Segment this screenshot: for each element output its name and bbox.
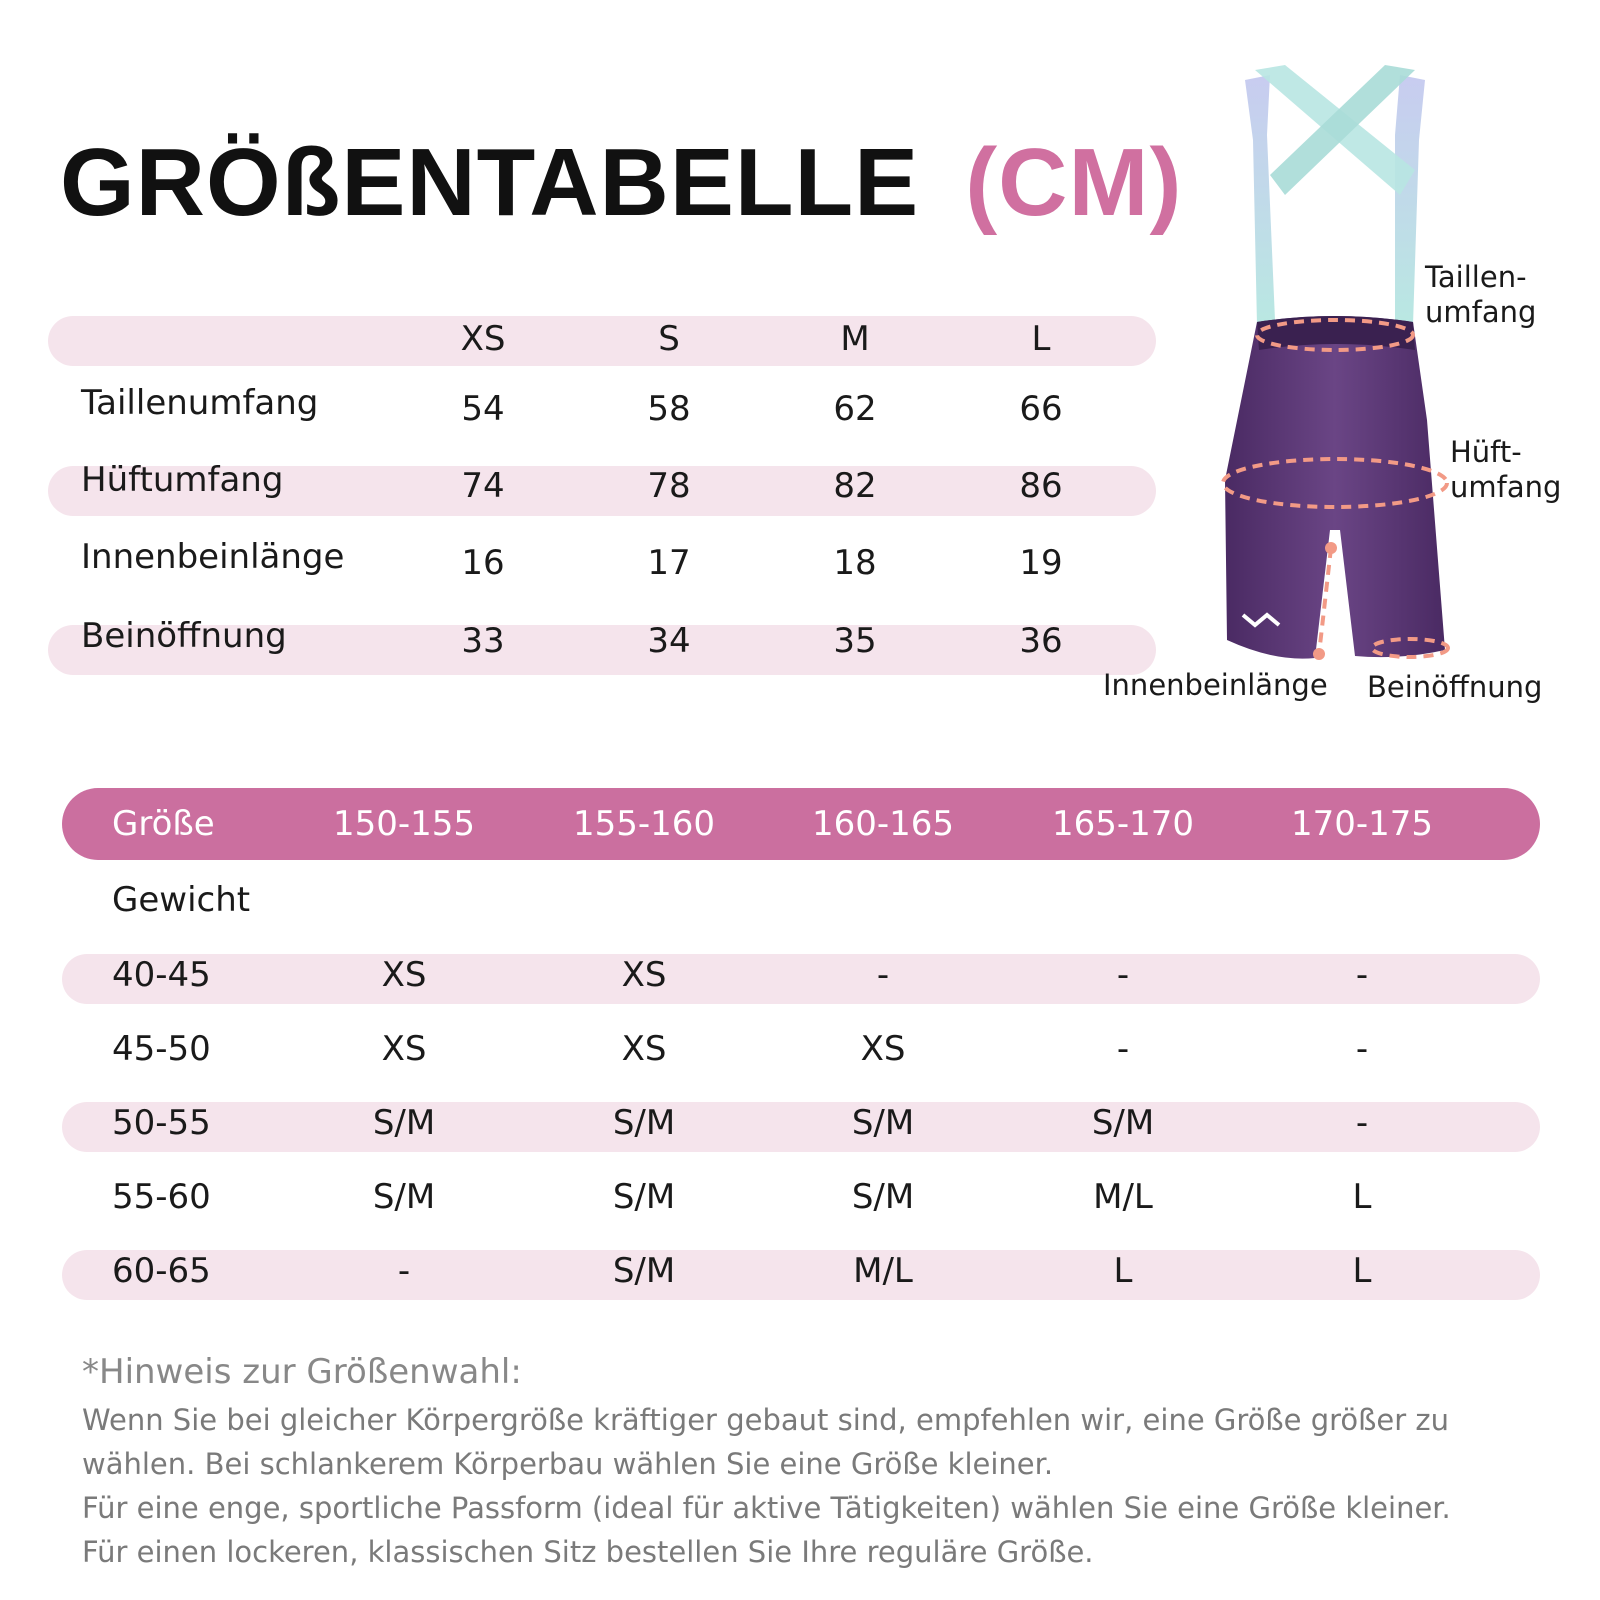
height-column-header: 170-175 — [1290, 804, 1434, 844]
size-note — [82, 1352, 1562, 1574]
table-cell: M/L — [853, 1251, 913, 1291]
table-cell: - — [876, 955, 890, 995]
table-cell: XS — [621, 1029, 667, 1069]
table-cell: - — [1116, 1029, 1130, 1069]
table-cell: 82 — [833, 466, 877, 506]
note-line: wählen. Bei schlankerem Körperbau wählen Sie eine Größe kleiner. — [82, 1447, 1054, 1481]
table-cell: L — [1352, 1251, 1372, 1291]
table-cell: 86 — [1019, 466, 1063, 506]
height-column-header: 165-170 — [1051, 804, 1195, 844]
table-cell: S/M — [372, 1177, 436, 1217]
height-column-header: 160-165 — [811, 804, 955, 844]
table-cell: 35 — [833, 621, 877, 661]
size-header-l: L — [1031, 319, 1051, 359]
weight-row-label: 50-55 — [112, 1103, 211, 1143]
table-cell: S/M — [851, 1103, 915, 1143]
diagram-label-inseam: Innenbeinlänge — [1103, 668, 1328, 702]
table-cell: S/M — [612, 1103, 676, 1143]
table-cell: L — [1352, 1177, 1372, 1217]
table-cell: 18 — [833, 543, 877, 583]
table-cell: XS — [381, 955, 427, 995]
table-cell: 19 — [1019, 543, 1063, 583]
header-label: Größe — [112, 804, 215, 844]
weight-row-label: 45-50 — [112, 1029, 211, 1069]
table-cell: 17 — [647, 543, 691, 583]
note-line: Für einen lockeren, klassischen Sitz bestellen Sie Ihre reguläre Größe. — [82, 1535, 1094, 1569]
table-cell: 58 — [647, 389, 691, 429]
table-cell: 66 — [1019, 389, 1063, 429]
table-cell: XS — [381, 1029, 427, 1069]
diagram-label-waist-2: umfang — [1425, 295, 1537, 329]
table-cell: 54 — [461, 389, 505, 429]
table-cell: S/M — [612, 1177, 676, 1217]
table-cell: XS — [621, 955, 667, 995]
note-title: *Hinweis zur Größenwahl: — [82, 1352, 522, 1392]
table-cell: - — [397, 1251, 411, 1291]
size-header-m: M — [840, 319, 870, 359]
table-cell: - — [1355, 955, 1369, 995]
title-unit: (CM) — [965, 129, 1183, 236]
row-label-leg-opening: Beinöffnung — [81, 616, 287, 656]
title-main: GRÖßENTABELLE — [60, 129, 920, 236]
table-cell: 74 — [461, 466, 505, 506]
height-column-header: 150-155 — [332, 804, 476, 844]
table-cell: M/L — [1093, 1177, 1153, 1217]
table-cell: 34 — [647, 621, 691, 661]
size-header-xs: XS — [460, 319, 506, 359]
weight-row-label: 60-65 — [112, 1251, 211, 1291]
height-column-header: 155-160 — [572, 804, 716, 844]
table-cell: L — [1113, 1251, 1133, 1291]
bib-shorts-illustration — [1215, 60, 1600, 730]
table-cell: 62 — [833, 389, 877, 429]
table-cell: S/M — [612, 1251, 676, 1291]
table-cell: 16 — [461, 543, 505, 583]
diagram-label-waist-1: Taillen- — [1425, 260, 1527, 294]
size-header-s: S — [658, 319, 680, 359]
table-cell: - — [1355, 1103, 1369, 1143]
note-line: Wenn Sie bei gleicher Körpergröße kräftiger gebaut sind, empfehlen wir, eine Größe größer zu — [82, 1403, 1449, 1437]
row-label-hip: Hüftumfang — [81, 460, 284, 500]
row-label-inseam: Innenbeinlänge — [81, 537, 345, 577]
bib-shorts-diagram — [1103, 60, 1600, 730]
row-label-waist: Taillenumfang — [81, 383, 319, 423]
table-cell: - — [1116, 955, 1130, 995]
table-cell: S/M — [372, 1103, 436, 1143]
table-cell: 33 — [461, 621, 505, 661]
diagram-label-hip-2: umfang — [1450, 470, 1562, 504]
table-cell: 78 — [647, 466, 691, 506]
weight-row-label: 55-60 — [112, 1177, 211, 1217]
table-cell: - — [1355, 1029, 1369, 1069]
table-cell: S/M — [1091, 1103, 1155, 1143]
note-line: Für eine enge, sportliche Passform (ideal für aktive Tätigkeiten) wählen Sie eine Größe kleiner. — [82, 1491, 1451, 1525]
diagram-label-hip-1: Hüft- — [1450, 435, 1522, 469]
table-cell: S/M — [851, 1177, 915, 1217]
weight-row-label: 40-45 — [112, 955, 211, 995]
page-title — [60, 128, 1182, 238]
table-cell: 36 — [1019, 621, 1063, 661]
weight-sub-label: Gewicht — [112, 880, 251, 920]
table-cell: XS — [860, 1029, 906, 1069]
diagram-label-leg-opening: Beinöffnung — [1367, 670, 1543, 704]
